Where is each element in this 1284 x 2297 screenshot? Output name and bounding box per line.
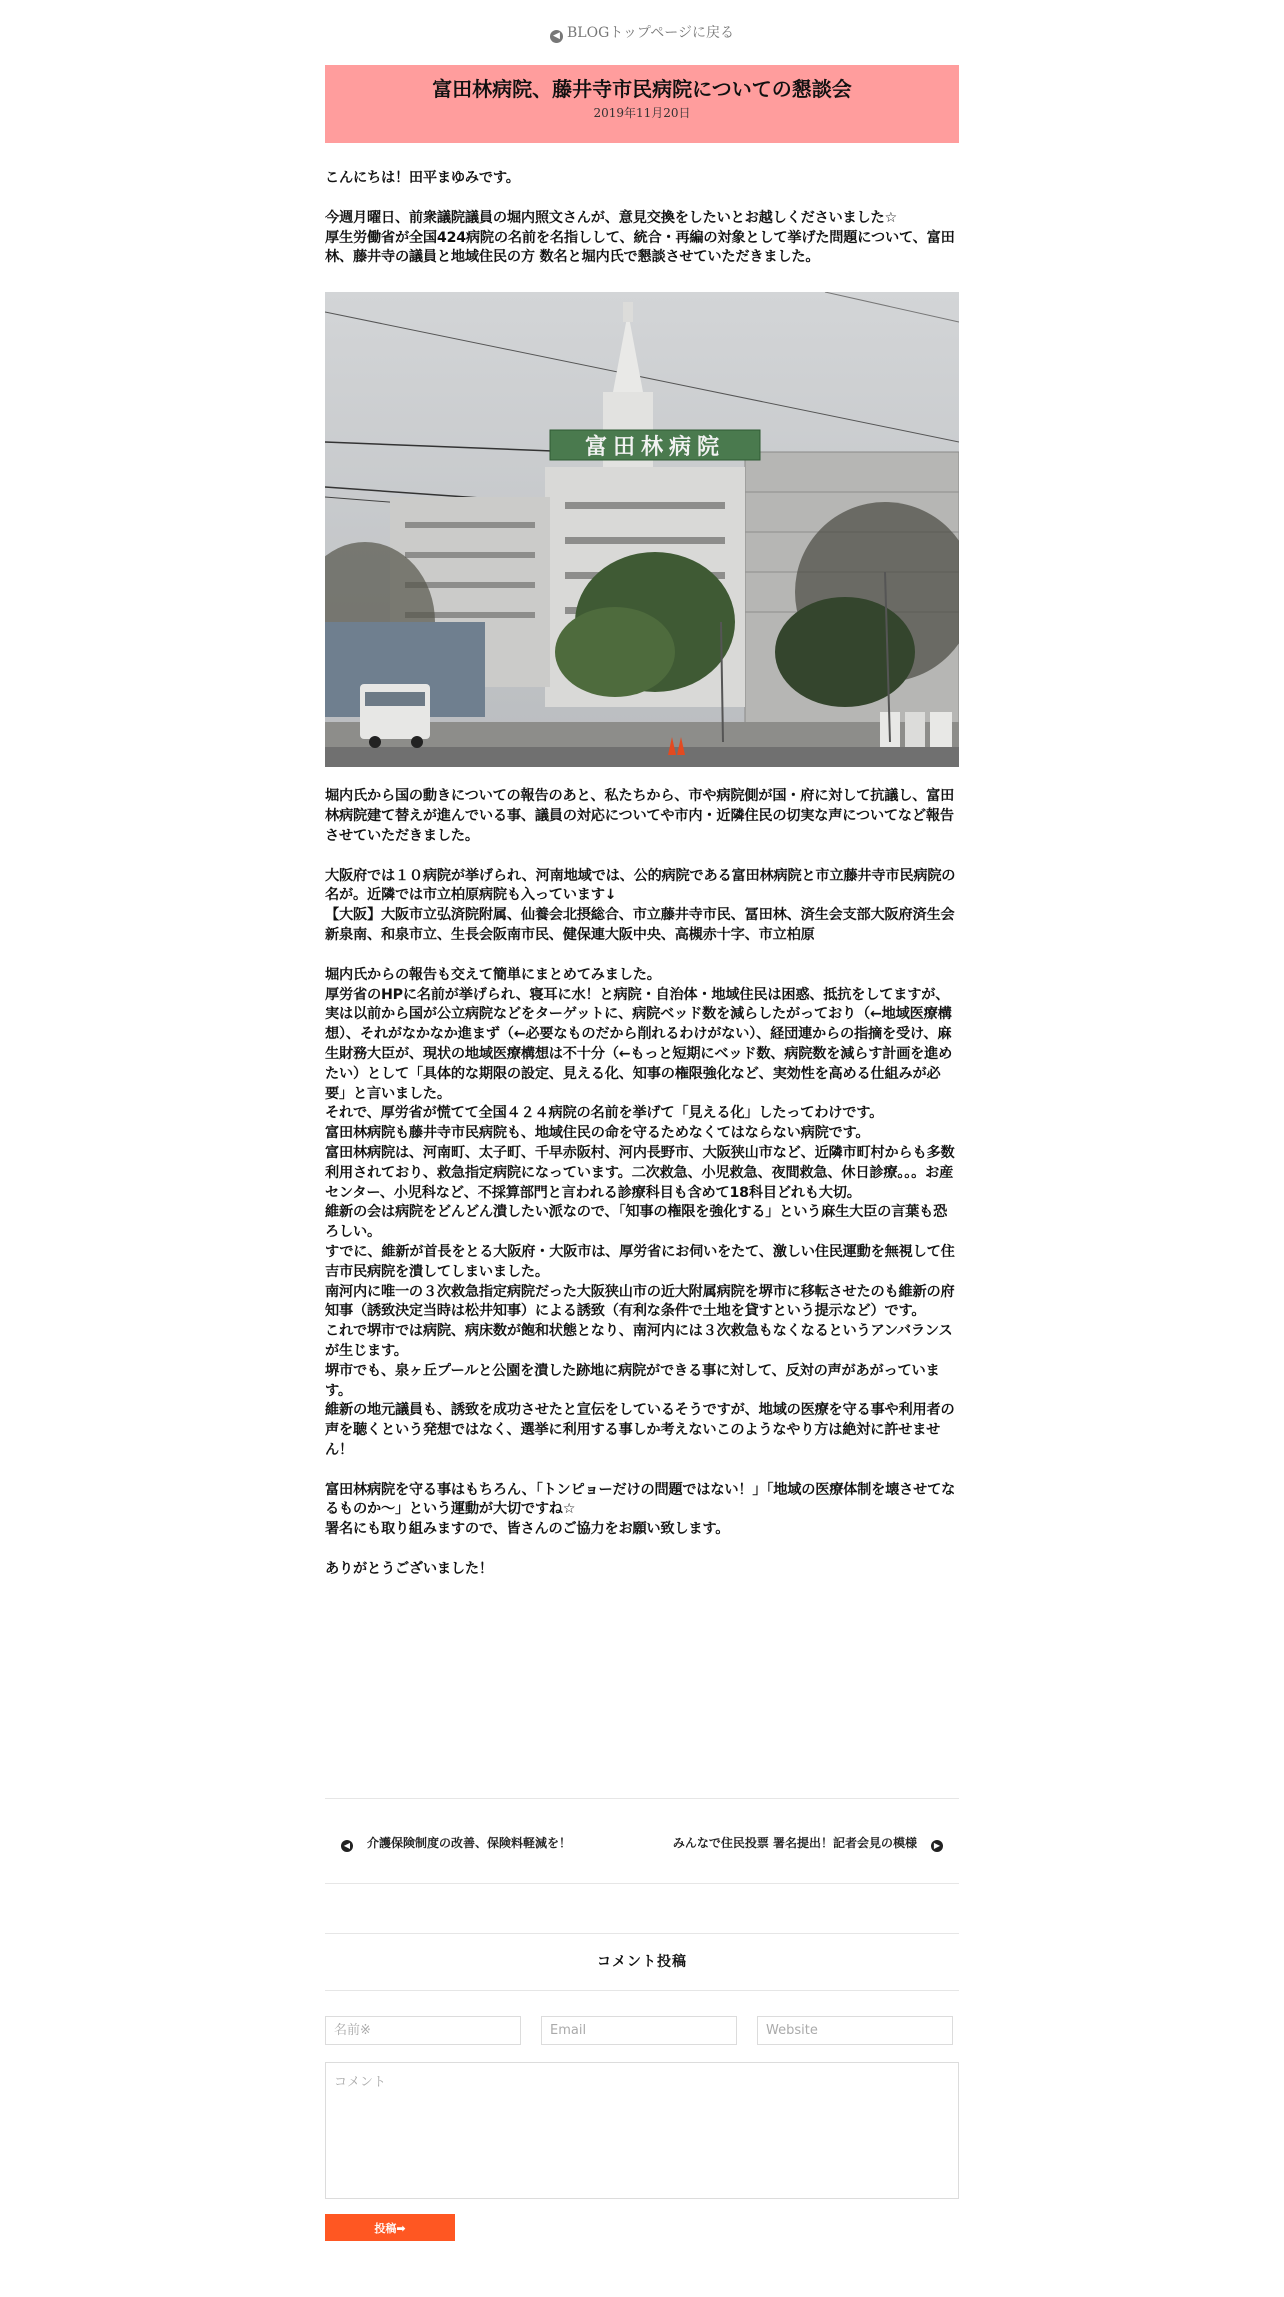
comment-textarea[interactable] (325, 2062, 959, 2199)
arrow-left-icon: ◀ (341, 1840, 353, 1852)
email-field[interactable] (541, 2016, 737, 2045)
photo-sign-text: 富田林病院 (584, 435, 726, 461)
back-to-blog-label: BLOGトップページに戻る (567, 25, 734, 41)
post-title: 富田林病院、藤井寺市民病院についての懇談会 (432, 77, 852, 101)
post-intro: 今週月曜日、前衆議院議員の堀内照文さんが、意見交換をしたいとお越しくださいました☆ 厚生労働省が全国424病院の名前を名指しして、統合・再編の対象として挙げた問題について、富田林、藤井寺の議員と地域住民の方 数名と堀内氏で懇談させていただきました。 (325, 209, 955, 266)
hospital-photo (325, 292, 959, 767)
article (325, 65, 959, 1580)
next-post-link[interactable] (673, 1834, 943, 1852)
circle-left-icon: ◀ (550, 30, 563, 43)
prev-post-link[interactable] (341, 1834, 571, 1852)
next-post-label: みんなで住民投票 署名提出！記者会見の模様 (672, 1836, 917, 1850)
post-report: 堀内氏から国の動きについての報告のあと、私たちから、市や病院側が国・府に対して抗議し、富田林病院建て替えが進んでいる事、議員の対応についてや市内・近隣住民の切実な声についてなど報告させていただきました。 (325, 788, 955, 844)
arrow-right-icon: ▶ (931, 1840, 943, 1852)
post-date: 2019年11月20日 (593, 106, 691, 120)
hospital-photo-graphic (325, 292, 959, 767)
submit-comment-button[interactable]: 投稿➡ (325, 2214, 455, 2241)
name-field[interactable] (325, 2016, 521, 2045)
post-greeting: こんにちは！田平まゆみです。 (325, 170, 520, 186)
post-navigation (325, 1798, 959, 1884)
post-thanks: ありがとうございました！ (325, 1561, 493, 1578)
comment-form-heading: コメント投稿 (325, 1933, 959, 1991)
post-closing: 富田林病院を守る事はもちろん、「トンピョーだけの問題ではない！」「地域の医療体制を壊させてなるものか〜」という運動が大切ですね☆ 署名にも取り組みますので、皆さんのご協力をお願い致します。 (325, 1481, 956, 1538)
post-summary: 堀内氏からの報告も交えて簡単にまとめてみました。 厚労省のHPに名前が挙げられ、寝耳に水！と病院・自治体・地域住民は困惑、抵抗をしてますが、実は以前から国が公立病院などをターゲットに、病院ベッド数を減らしたがっており（←地域医療構想）、それがなかなか進まず（←必要なものだから削れるわけがない）、経団連からの指摘を受け、麻生財務大臣が、現状の地域医療構想は不十分（←もっと短期にベッド数、病院数を減らす計画を進めたい）として「具体的な期限の設定、見える化、知事の権限強化など、実効性を高める仕組みが必要」と言いました。 それで、厚労省が慌てて全国４２４病院の名前を挙げて「見える化」したってわけです。 富田林病院も藤井寺市民病院も、地域住民の命を守るためなくてはならない病院です。 富田林病院は、河南町、太子町、千早赤阪村、河内長野市、大阪狭山市など、近隣市町村からも多数利用されており、救急指定病院になっています。二次救急、小児救急、夜間救急、休日診療。。。お産センター、小児科など、不採算部門と言われる診療科目も含めて18科目どれも大切。 維新の会は病院をどんどん潰したい派なので、「知事の権限を強化する」という麻生大臣の言葉も恐ろしい。 すでに、維新が首長をとる大阪府・大阪市は、厚労省にお伺いをたて、激しい住民運動を無視して住吉市民病院を潰してしまいました。 南河内に唯一の３次救急指定病院だった大阪狭山市の近大附属病院を堺市に移転させたのも維新の府知事（誘致決定当時は松井知事）による誘致（有利な条件で土地を貸すという提示など）です。 これで堺市では病院、病床数が飽和状態となり、南河内には３次救急もなくなるというアンバランスが生じます。 堺市でも、泉ヶ丘プールと公園を潰した跡地に病院ができる事に対して、反対の声があがっています。 維新の地元議員も、誘致を成功させたと宣伝をしているそうですが、地域の医療を守る事や利用者の声を聴くという発想ではなく、選挙に利用する事しか考えないこのようなやり方は絶対に許せません！ (325, 966, 955, 1458)
prev-post-label: 介護保険制度の改善、保険料軽減を！ (367, 1836, 572, 1850)
post-header (325, 65, 959, 143)
post-body (325, 169, 959, 1580)
back-to-blog-link[interactable] (0, 22, 1284, 43)
website-field[interactable] (757, 2016, 953, 2045)
post-osaka: 大阪府では１０病院が挙げられ、河南地域では、公的病院である富田林病院と市立藤井寺市民病院の名が。近隣では市立柏原病院も入っています↓ 【大阪】大阪市立弘済院附属、仙養会北摂総合、市立藤井寺市民、冨田林、済生会支部大阪府済生会新泉南、和泉市立、生長会阪南市民、健保連大阪中央、高槻赤十字、市立柏原 (325, 867, 956, 943)
